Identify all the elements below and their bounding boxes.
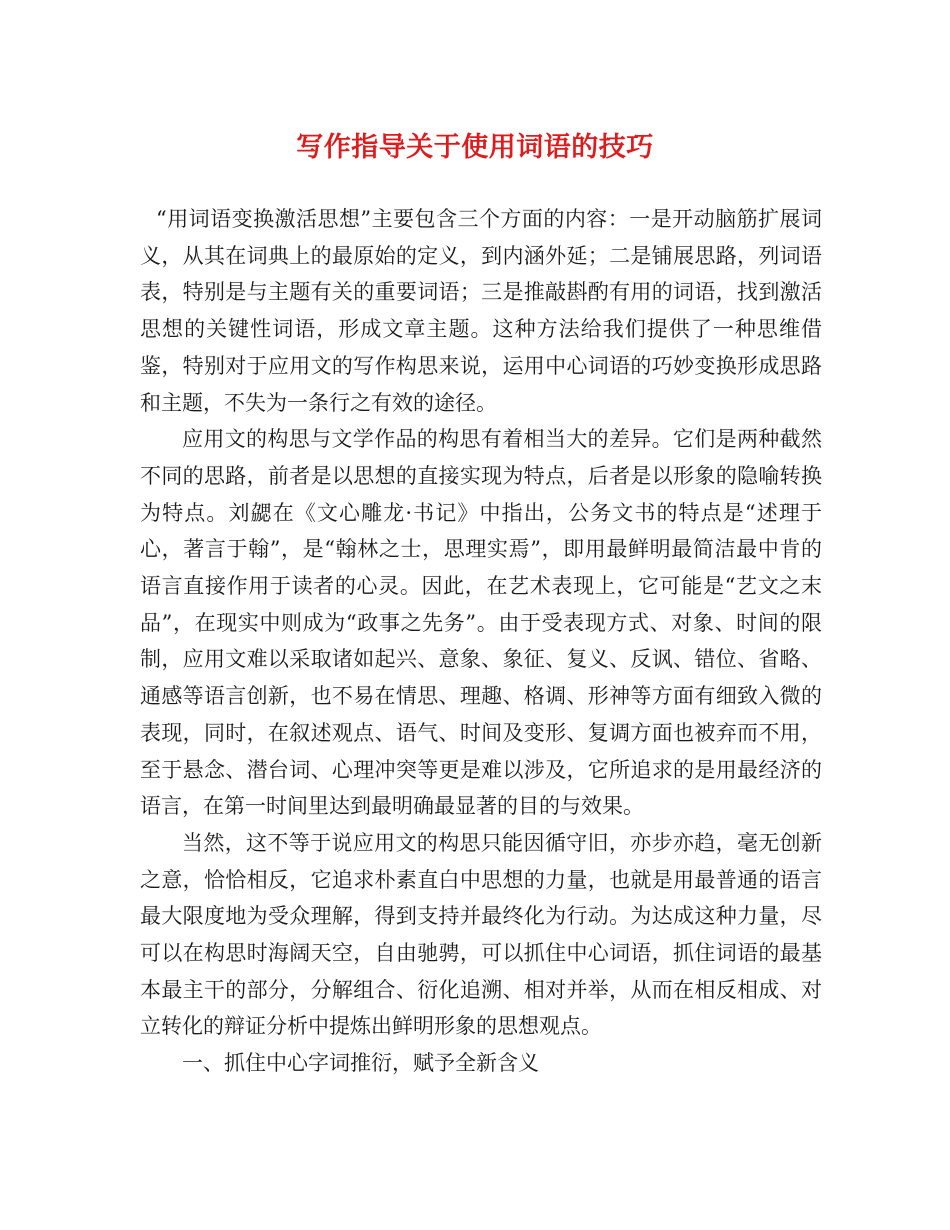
paragraph-1: “用词语变换激活思想”主要包含三个方面的内容：一是开动脑筋扩展词义，从其在词典上的最原始的定义，到内涵外延；二是铺展思路，列词语表，特别是与主题有关的重要词语；三是推敲斟酌有用的词语，找到激活思想的关键性词语，形成文章主题。这种方法给我们提供了一种思维借鉴，特别对于应用文的写作构思来说，运用中心词语的巧妙变换形成思路和主题，不失为一条行之有效的途径。 bbox=[140, 207, 822, 415]
document-title: 写作指导关于使用词语的技巧 bbox=[296, 132, 654, 163]
paragraph-3: 当然，这不等于说应用文的构思只能因循守旧，亦步亦趋，毫无创新之意，恰恰相反，它追求朴素直白中思想的力量，也就是用最普通的语言最大限度地为受众理解，得到支持并最终化为行动。为达成这种力量，尽可以在构思时海阔天空，自由驰骋，可以抓住中心词语，抓住词语的最基本最主干的部分，分解组合、衍化追溯、相对并举，从而在相反相成、对立转化的辩证分析中提炼出鲜明形象的思想观点。 bbox=[140, 830, 822, 1039]
document-body bbox=[140, 201, 822, 1082]
paragraph-2: 应用文的构思与文学作品的构思有着相当大的差异。它们是两种截然不同的思路，前者是以思想的直接实现为特点，后者是以形象的隐喻转换为特点。刘勰在《文心雕龙·书记》中指出，公务文书的特点是“述理于心，著言于翰”，是“翰林之士，思理实焉”，即用最鲜明最简洁最中肯的语言直接作用于读者的心灵。因此，在艺术表现上，它可能是“艺文之末品”，在现实中则成为“政事之先务”。由于受表现方式、对象、时间的限制，应用文难以采取诸如起兴、意象、象征、复义、反讽、错位、省略、通感等语言创新，也不易在情思、理趣、格调、形神等方面有细致入微的表现，同时，在叙述观点、语气、时间及变形、复调方面也被弃而不用，至于悬念、潜台词、心理冲突等更是难以涉及，它所追求的是用最经济的语言，在第一时间里达到最明确最显著的目的与效果。 bbox=[140, 427, 822, 819]
section-heading: 一、抓住中心字词推衍，赋予全新含义 bbox=[182, 1051, 539, 1076]
